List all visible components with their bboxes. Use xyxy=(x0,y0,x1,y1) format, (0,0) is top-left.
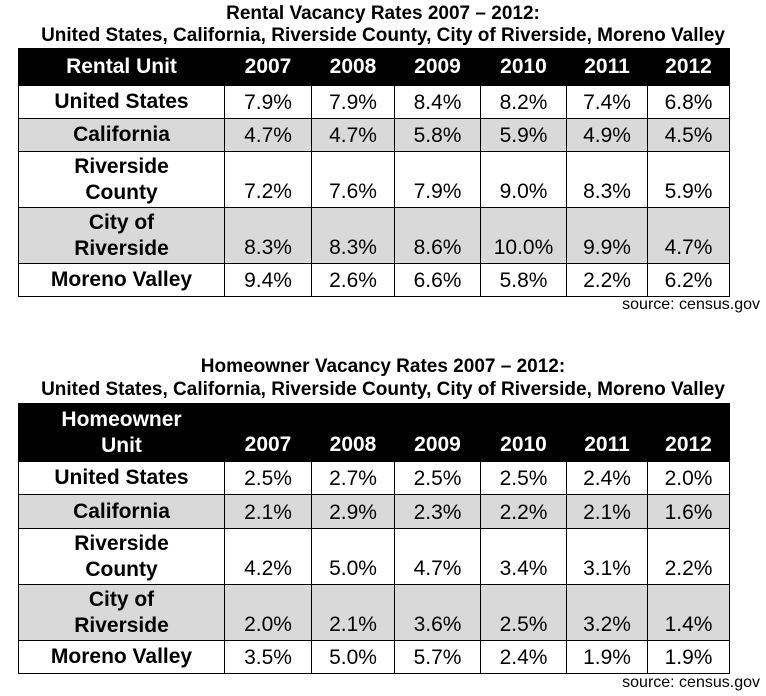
table-cell: 9.9% xyxy=(567,208,648,264)
header-year: 2012 xyxy=(648,49,730,86)
table-cell: 9.0% xyxy=(481,152,567,208)
header-year: 2009 xyxy=(395,404,481,462)
homeowner-vacancy-table xyxy=(18,403,730,674)
table-cell: 2.1% xyxy=(312,585,395,641)
table-cell: 5.9% xyxy=(481,119,567,152)
table-cell: 8.4% xyxy=(395,86,481,119)
table-cell: 2.2% xyxy=(648,529,730,585)
row-label: City of Riverside xyxy=(19,585,225,641)
table-cell: 2.0% xyxy=(225,585,312,641)
table-cell: 2.5% xyxy=(481,462,567,495)
table-cell: 2.5% xyxy=(481,585,567,641)
table-cell: 8.3% xyxy=(312,208,395,264)
table-cell: 7.9% xyxy=(225,86,312,119)
table-cell: 2.5% xyxy=(395,462,481,495)
table-cell: 2.4% xyxy=(481,641,567,674)
table-cell: 1.9% xyxy=(648,641,730,674)
table-row xyxy=(19,585,730,641)
table-cell: 2.6% xyxy=(312,264,395,297)
table-row xyxy=(19,641,730,674)
table-row xyxy=(19,86,730,119)
table-cell: 5.8% xyxy=(481,264,567,297)
row-label: United States xyxy=(19,86,225,119)
row-label: Riverside County xyxy=(19,152,225,208)
table-cell: 4.9% xyxy=(567,119,648,152)
header-unit: Rental Unit xyxy=(19,49,225,86)
table-cell: 1.9% xyxy=(567,641,648,674)
table-row xyxy=(19,462,730,495)
header-year: 2010 xyxy=(481,404,567,462)
header-year: 2007 xyxy=(225,404,312,462)
homeowner-title-line1: Homeowner Vacancy Rates 2007 – 2012: xyxy=(200,356,566,377)
table-cell: 8.2% xyxy=(481,86,567,119)
header-year: 2009 xyxy=(395,49,481,86)
table-row xyxy=(19,264,730,297)
table-row xyxy=(19,152,730,208)
row-label: Moreno Valley xyxy=(19,641,225,674)
header-year: 2008 xyxy=(312,49,395,86)
table-cell: 3.6% xyxy=(395,585,481,641)
row-label: California xyxy=(19,119,225,152)
table-cell: 2.9% xyxy=(312,495,395,529)
table-row xyxy=(19,208,730,264)
table-row xyxy=(19,119,730,152)
table-cell: 2.0% xyxy=(648,462,730,495)
table-cell: 6.2% xyxy=(648,264,730,297)
table-cell: 7.9% xyxy=(312,86,395,119)
table-cell: 8.3% xyxy=(567,152,648,208)
homeowner-source: source: census.gov xyxy=(622,674,760,691)
table-cell: 7.6% xyxy=(312,152,395,208)
header-year: 2012 xyxy=(648,404,730,462)
table-cell: 3.2% xyxy=(567,585,648,641)
table-cell: 7.2% xyxy=(225,152,312,208)
homeowner-title-line2: United States, California, Riverside County, City of Riverside, Moreno Valley xyxy=(41,379,725,400)
table-cell: 3.4% xyxy=(481,529,567,585)
table-cell: 5.9% xyxy=(648,152,730,208)
table-cell: 1.4% xyxy=(648,585,730,641)
row-label: Moreno Valley xyxy=(19,264,225,297)
table-cell: 2.1% xyxy=(567,495,648,529)
table-cell: 4.2% xyxy=(225,529,312,585)
table-cell: 8.6% xyxy=(395,208,481,264)
header-unit: Homeowner Unit xyxy=(19,404,225,462)
header-row xyxy=(19,49,730,86)
table-cell: 5.7% xyxy=(395,641,481,674)
table-cell: 7.4% xyxy=(567,86,648,119)
table-cell: 6.8% xyxy=(648,86,730,119)
table-cell: 6.6% xyxy=(395,264,481,297)
table-cell: 1.6% xyxy=(648,495,730,529)
rental-vacancy-table xyxy=(18,48,730,297)
table-cell: 4.7% xyxy=(225,119,312,152)
table-cell: 10.0% xyxy=(481,208,567,264)
rental-title-line1: Rental Vacancy Rates 2007 – 2012: xyxy=(226,3,540,24)
header-year: 2011 xyxy=(567,49,648,86)
table-cell: 2.4% xyxy=(567,462,648,495)
row-label: Riverside County xyxy=(19,529,225,585)
header-year: 2008 xyxy=(312,404,395,462)
table-cell: 5.8% xyxy=(395,119,481,152)
rental-title-line2: United States, California, Riverside County, City of Riverside, Moreno Valley xyxy=(41,25,725,46)
header-row xyxy=(19,404,730,462)
rental-source: source: census.gov xyxy=(622,296,760,313)
table-cell: 7.9% xyxy=(395,152,481,208)
row-label: California xyxy=(19,495,225,529)
header-year: 2007 xyxy=(225,49,312,86)
header-year: 2010 xyxy=(481,49,567,86)
table-cell: 2.5% xyxy=(225,462,312,495)
table-cell: 2.2% xyxy=(481,495,567,529)
table-row xyxy=(19,495,730,529)
table-cell: 2.7% xyxy=(312,462,395,495)
row-label: City of Riverside xyxy=(19,208,225,264)
table-cell: 2.1% xyxy=(225,495,312,529)
table-cell: 5.0% xyxy=(312,529,395,585)
table-cell: 2.2% xyxy=(567,264,648,297)
header-year: 2011 xyxy=(567,404,648,462)
table-cell: 9.4% xyxy=(225,264,312,297)
table-cell: 5.0% xyxy=(312,641,395,674)
table-cell: 3.5% xyxy=(225,641,312,674)
row-label: United States xyxy=(19,462,225,495)
table-cell: 4.7% xyxy=(648,208,730,264)
table-cell: 3.1% xyxy=(567,529,648,585)
table-cell: 8.3% xyxy=(225,208,312,264)
table-cell: 4.7% xyxy=(312,119,395,152)
table-cell: 2.3% xyxy=(395,495,481,529)
table-row xyxy=(19,529,730,585)
table-cell: 4.7% xyxy=(395,529,481,585)
table-cell: 4.5% xyxy=(648,119,730,152)
